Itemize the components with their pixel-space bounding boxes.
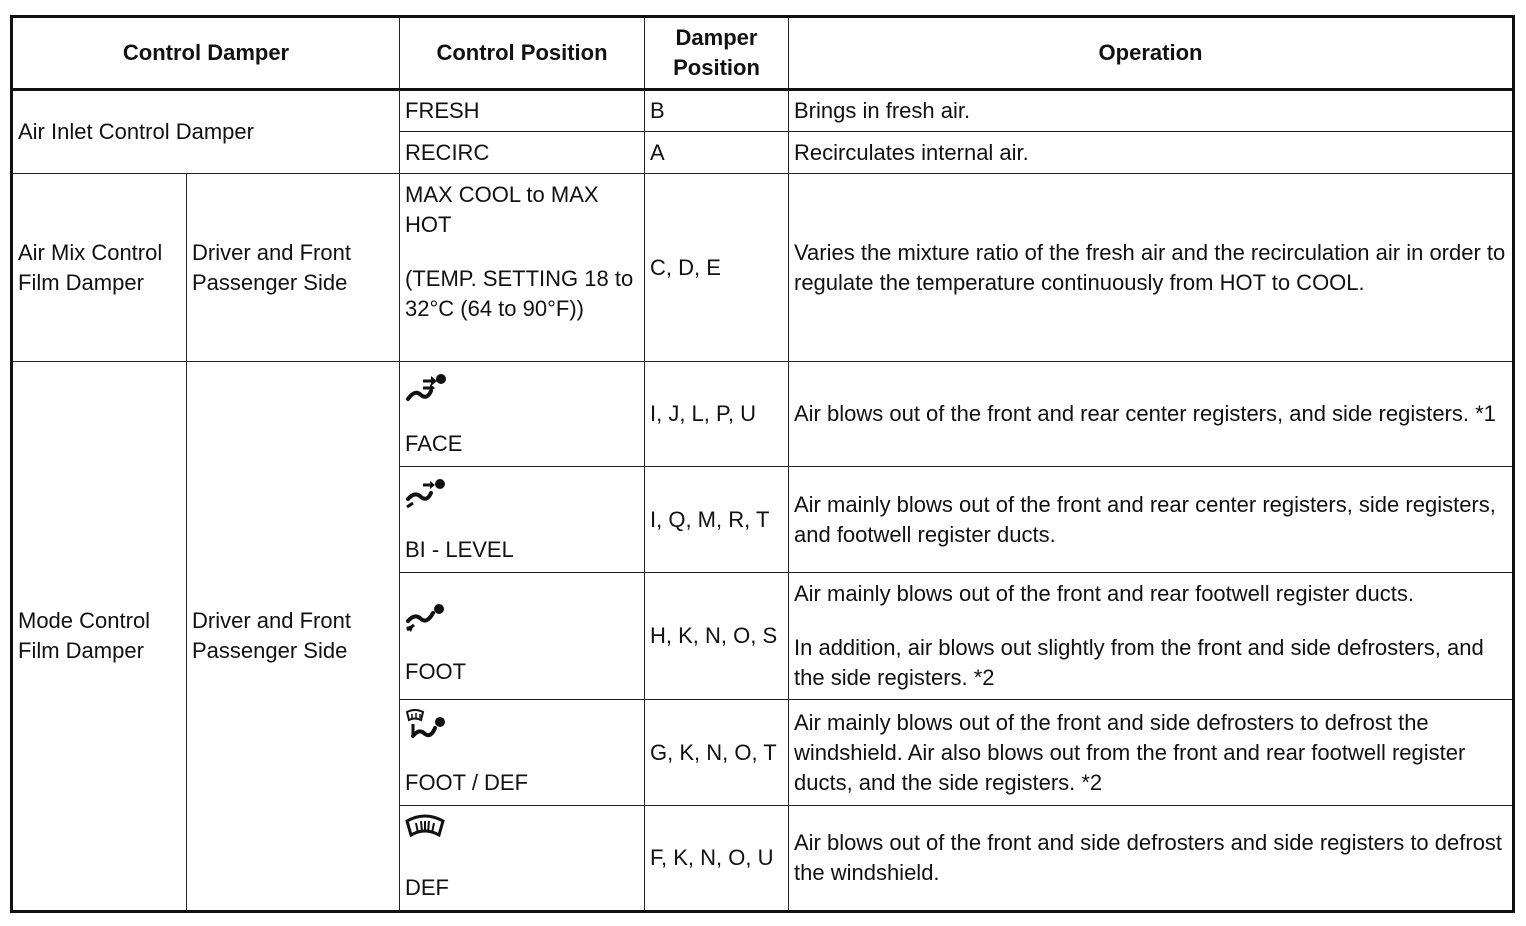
air-mix-side xyxy=(187,174,400,362)
header-operation: Operation xyxy=(789,17,1514,90)
operation-foot-def: Air mainly blows out of the front and side defrosters to defrost the windshield. Air also blows out from the front and rear footwell register ducts, and the side registers. *2 xyxy=(789,700,1514,806)
operation-foot xyxy=(789,573,1514,700)
mode-side-line1: Driver and Front xyxy=(192,608,351,633)
header-control-damper: Control Damper xyxy=(12,17,400,90)
operation-bi-level: Air mainly blows out of the front and rear center registers, side registers, and footwell register ducts. xyxy=(789,467,1514,573)
mode-side xyxy=(187,362,400,912)
air-mix-operation: Varies the mixture ratio of the fresh air and the recirculation air in order to regulate the temperature continuously from HOT to COOL. xyxy=(789,174,1514,362)
operation-recirc: Recirculates internal air. xyxy=(789,132,1514,174)
position-foot-def xyxy=(400,700,645,806)
operation-fresh: Brings in fresh air. xyxy=(789,90,1514,132)
header-damper-position-line2: Position xyxy=(673,55,760,80)
header-damper-position xyxy=(645,17,789,90)
position-face xyxy=(400,362,645,467)
position-bi-level-label: BI - LEVEL xyxy=(405,536,514,562)
damper-pos-foot-def: G, K, N, O, T xyxy=(645,700,789,806)
operation-def: Air blows out of the front and side defrosters and side registers to defrost the windshield. xyxy=(789,806,1514,912)
table-row xyxy=(12,90,1514,132)
mode-damper xyxy=(12,362,187,912)
position-bi-level xyxy=(400,467,645,573)
header-row xyxy=(12,17,1514,90)
position-def xyxy=(400,806,645,912)
damper-pos-foot: H, K, N, O, S xyxy=(645,573,789,700)
damper-pos-def: F, K, N, O, U xyxy=(645,806,789,912)
position-face-label: FACE xyxy=(405,431,463,456)
air-mix-damper xyxy=(12,174,187,362)
position-foot-def-label: FOOT / DEF xyxy=(405,769,529,795)
mode-side-line2: Passenger Side xyxy=(192,638,348,663)
mode-damper-line2: Film Damper xyxy=(18,638,144,663)
air-inlet-damper: Air Inlet Control Damper xyxy=(12,90,400,174)
foot-def-vent-icon xyxy=(405,708,639,744)
air-mix-damper-line1: Air Mix Control xyxy=(18,239,163,265)
air-mix-damper-line2: Film Damper xyxy=(18,269,144,295)
header-damper-position-line1: Damper xyxy=(675,25,758,50)
position-def-label: DEF xyxy=(405,875,449,900)
air-mix-position xyxy=(400,174,645,362)
header-control-position: Control Position xyxy=(400,17,645,90)
foot-vent-icon xyxy=(405,597,639,633)
operation-foot-addition: In addition, air blows out slightly from the front and side defrosters, and the side registers. *2 xyxy=(794,635,1484,690)
air-mix-side-line2: Passenger Side xyxy=(192,269,348,295)
damper-pos-recirc: A xyxy=(645,132,789,174)
position-recirc: RECIRC xyxy=(400,132,645,174)
damper-pos-face: I, J, L, P, U xyxy=(645,362,789,467)
defrost-icon xyxy=(405,813,639,849)
table-row xyxy=(12,362,1514,467)
air-mix-damper-pos: C, D, E xyxy=(645,174,789,362)
position-foot xyxy=(400,573,645,700)
air-mix-position-range: MAX COOL to MAX HOT xyxy=(405,182,599,237)
operation-face: Air blows out of the front and rear center registers, and side registers. *1 xyxy=(789,362,1514,467)
mode-damper-line1: Mode Control xyxy=(18,608,151,633)
damper-pos-fresh: B xyxy=(645,90,789,132)
face-vent-icon xyxy=(405,369,639,405)
table-row xyxy=(12,174,1514,362)
operation-foot-main: Air mainly blows out of the front and rear footwell register ducts. xyxy=(794,581,1414,606)
damper-operation-table xyxy=(10,15,1515,913)
air-mix-side-line1: Driver and Front xyxy=(192,239,351,265)
position-fresh: FRESH xyxy=(400,90,645,132)
damper-pos-bi-level: I, Q, M, R, T xyxy=(645,467,789,573)
bi-level-vent-icon xyxy=(405,475,639,511)
air-mix-position-setting: (TEMP. SETTING 18 to 32°C (64 to 90°F)) xyxy=(405,266,634,321)
position-foot-label: FOOT xyxy=(405,659,467,684)
